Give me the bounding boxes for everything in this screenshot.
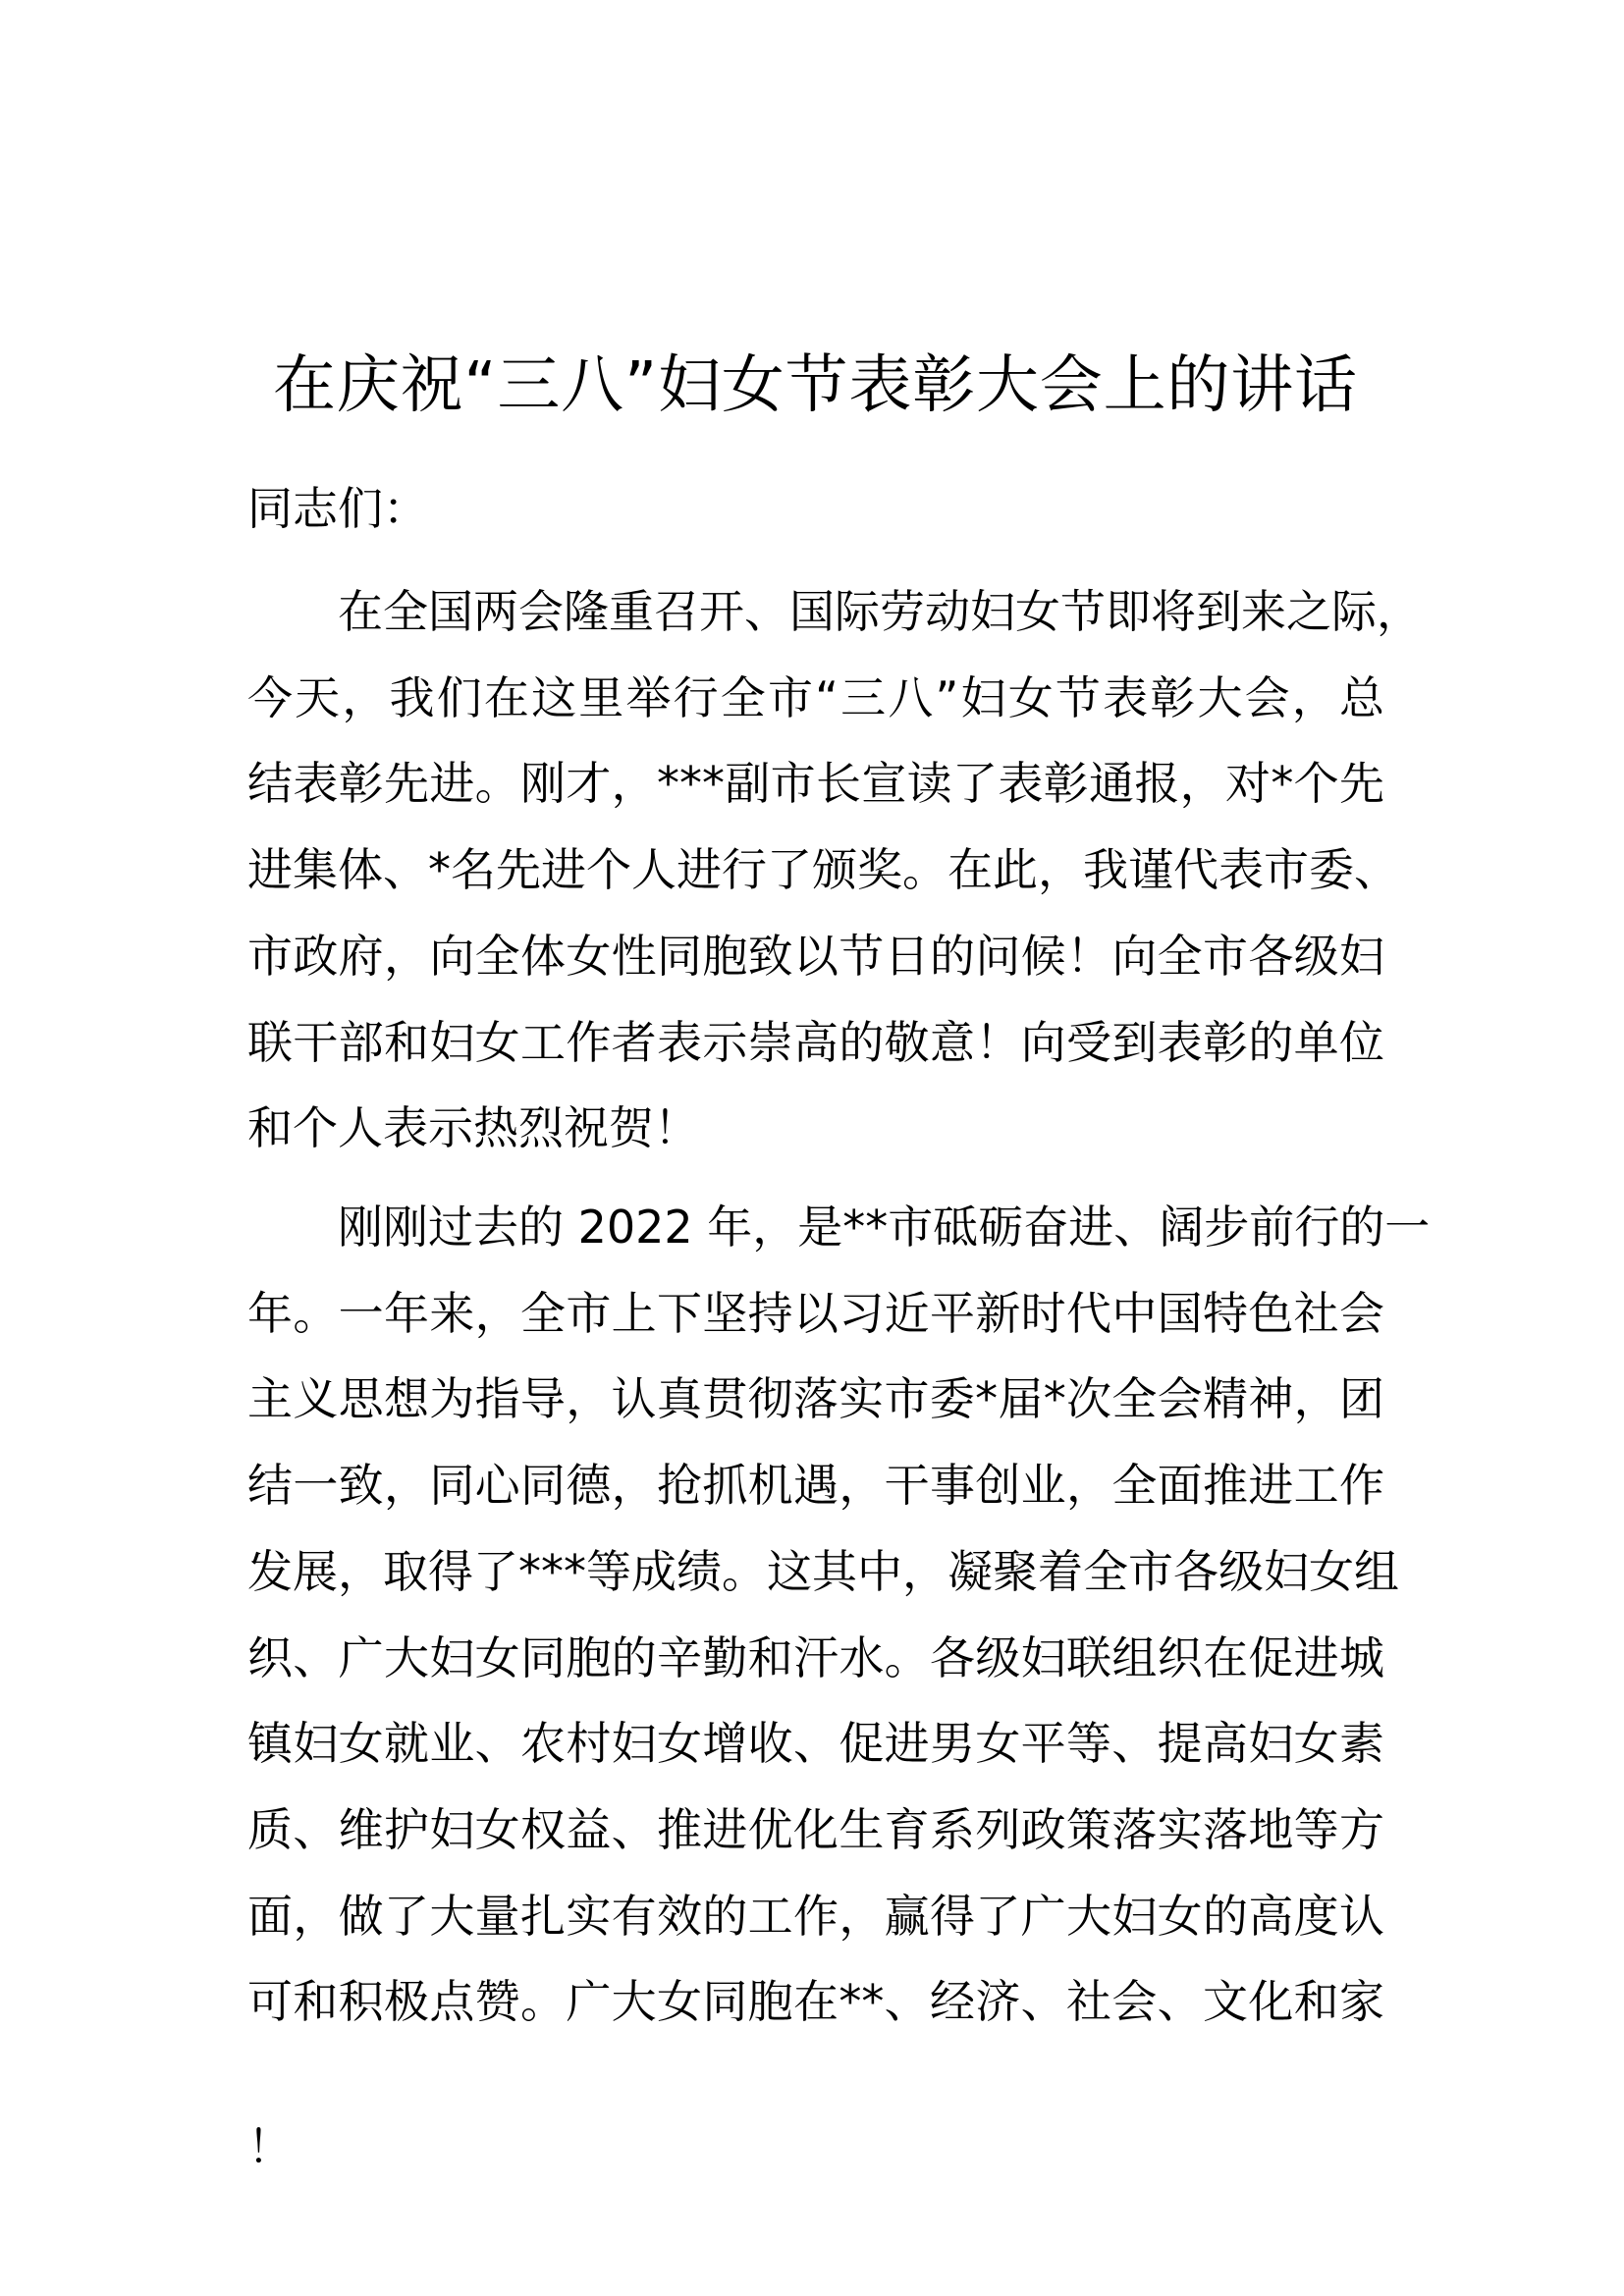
paragraph-line: 发展，取得了***等成绩。这其中，凝聚着全市各级妇女组 (247, 1544, 1399, 1598)
paragraph-line: 结表彰先进。刚才，***副市长宣读了表彰通报，对*个先 (247, 757, 1384, 811)
paragraph-line: 和个人表示热烈祝贺！ (247, 1101, 699, 1155)
paragraph-line: 刚刚过去的 2022 年，是**市砥砺奋进、阔步前行的一 (338, 1201, 1431, 1254)
paragraph-line: 面，做了大量扎实有效的工作，赢得了广大妇女的高度认 (247, 1889, 1384, 1943)
paragraph-line: 市政府，向全体女性同胞致以节日的问候！向全市各级妇 (247, 929, 1384, 983)
trailing-mark: ！ (247, 2120, 293, 2173)
paragraph-line: 在全国两会隆重召开、国际劳动妇女节即将到来之际， (338, 585, 1422, 638)
paragraph-line: 质、维护妇女权益、推进优化生育系列政策落实落地等方 (247, 1802, 1384, 1856)
paragraph-line: 结一致，同心同德，抢抓机遇，干事创业，全面推进工作 (247, 1459, 1384, 1513)
paragraph-line: 镇妇女就业、农村妇女增收、促进男女平等、提高妇女素 (247, 1717, 1384, 1771)
paragraph-line: 进集体、*名先进个人进行了颁奖。在此，我谨代表市委、 (247, 843, 1399, 897)
paragraph-line: 主义思想为指导，认真贯彻落实市委*届*次全会精神，团 (247, 1372, 1384, 1426)
paragraph-line: 今天，我们在这里举行全市“三八”妇女节表彰大会，总 (247, 670, 1384, 724)
paragraph-line: 年。一年来，全市上下坚持以习近平新时代中国特色社会 (247, 1286, 1384, 1340)
paragraph-line: 可和积极点赞。广大女同胞在**、经济、社会、文化和家 (247, 1975, 1384, 2029)
document-title: 在庆祝“三八”妇女节表彰大会上的讲话 (273, 349, 1357, 422)
salutation: 同志们： (247, 482, 428, 535)
paragraph-line: 织、广大妇女同胞的辛勤和汗水。各级妇联组织在促进城 (247, 1630, 1384, 1684)
paragraph-line: 联干部和妇女工作者表示崇高的敬意！向受到表彰的单位 (247, 1015, 1384, 1069)
